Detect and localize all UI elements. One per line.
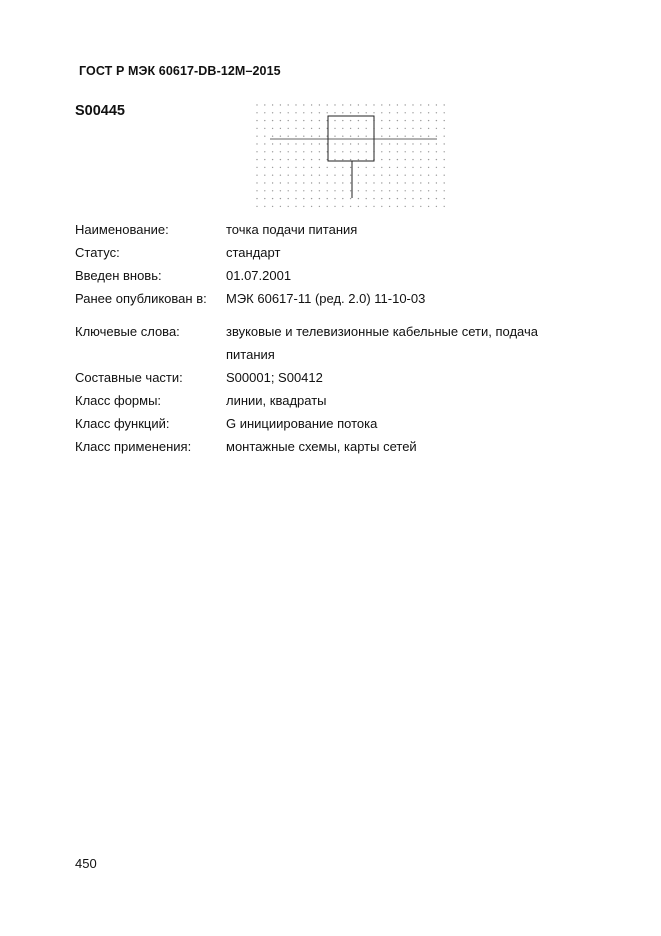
field-label: Введен вновь: bbox=[75, 268, 162, 283]
field-label: Класс функций: bbox=[75, 416, 170, 431]
field-row-application-class bbox=[75, 435, 615, 458]
field-value: 01.07.2001 bbox=[226, 268, 292, 283]
power-feeding-point-symbol-icon bbox=[252, 100, 452, 215]
field-value: звуковые и телевизионные кабельные сети, подача питания bbox=[226, 324, 538, 362]
field-label: Статус: bbox=[75, 245, 120, 260]
field-value: МЭК 60617-11 (ред. 2.0) 11-10-03 bbox=[226, 291, 426, 306]
field-row-name bbox=[75, 218, 615, 241]
field-row-previously-published bbox=[75, 287, 615, 310]
dot-grid bbox=[256, 104, 445, 207]
field-label: Составные части: bbox=[75, 370, 183, 385]
field-label: Ключевые слова: bbox=[75, 324, 180, 339]
field-row-components bbox=[75, 366, 615, 389]
field-value: S00001; S00412 bbox=[226, 370, 323, 385]
field-row-shape-class bbox=[75, 389, 615, 412]
field-label: Наименование: bbox=[75, 222, 169, 237]
field-value: точка подачи питания bbox=[226, 222, 358, 237]
field-row-keywords bbox=[75, 320, 615, 366]
field-value: линии, квадраты bbox=[226, 393, 327, 408]
document-header: ГОСТ Р МЭК 60617-DB-12M–2015 bbox=[79, 64, 281, 78]
field-value: G инициирование потока bbox=[226, 416, 378, 431]
symbol-square bbox=[328, 116, 374, 161]
field-row-status bbox=[75, 241, 615, 264]
field-label: Ранее опубликован в: bbox=[75, 291, 207, 306]
symbol-code: S00445 bbox=[75, 103, 125, 119]
field-row-function-class bbox=[75, 412, 615, 435]
field-label: Класс применения: bbox=[75, 439, 192, 454]
page-number: 450 bbox=[75, 856, 97, 871]
field-value: стандарт bbox=[226, 245, 281, 260]
symbol-attributes bbox=[75, 218, 615, 458]
field-value: монтажные схемы, карты сетей bbox=[226, 439, 417, 454]
field-label: Класс формы: bbox=[75, 393, 162, 408]
field-row-introduced bbox=[75, 264, 615, 287]
